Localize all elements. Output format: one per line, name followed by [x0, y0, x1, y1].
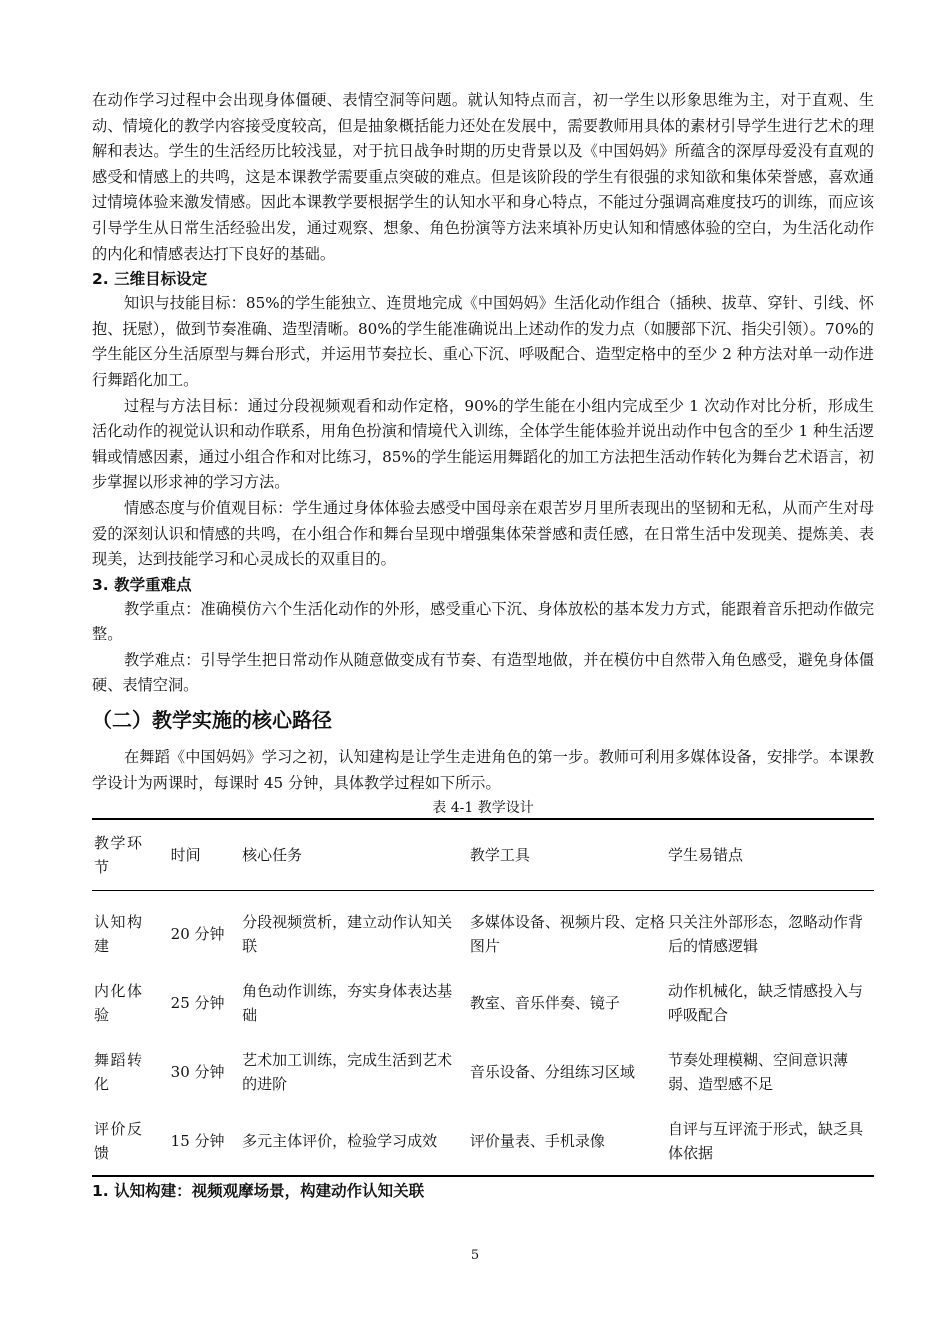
cell-time: 25 分钟 [170, 993, 225, 1012]
cell-time: 15 分钟 [170, 1131, 225, 1150]
cell-stage: 内化体验 [94, 981, 142, 1024]
cell-mistakes: 节奏处理模糊、空间意识薄弱、造型感不足 [667, 1050, 848, 1093]
part-heading: （二）教学实施的核心路径 [92, 708, 332, 733]
difficult-point-paragraph: 教学难点：引导学生把日常动作从随意做变成有节奏、有造型地做，并在模仿中自然带入角色感受，避免身体僵硬、表情空洞。 [92, 650, 874, 695]
cell-task: 艺术加工训练，完成生活到艺术的进阶 [242, 1050, 453, 1093]
table-row [92, 1106, 874, 1176]
teaching-design-table [92, 818, 874, 1177]
table-row [92, 968, 874, 1037]
cell-stage: 评价反馈 [94, 1119, 142, 1162]
key-point-paragraph: 教学重点：准确模仿六个生活化动作的外形，感受重心下沉、身体放松的基本发力方式，能跟着音乐把动作做完整。 [92, 599, 874, 644]
cell-stage: 认知构建 [94, 912, 142, 955]
section-heading-goals: 2. 三维目标设定 [92, 270, 208, 289]
header-stage: 教学环节 [94, 834, 142, 877]
cell-mistakes: 动作机械化，缺乏情感投入与呼吸配合 [667, 981, 863, 1024]
intro-paragraph: 在动作学习过程中会出现身体僵硬、表情空洞等问题。就认知特点而言，初一学生以形象思维为主，对于直观、生动、情境化的教学内容接受度较高，但是抽象概括能力还处在发展中，需要教师用具体的素材引导学生进行艺术的理解和表达。学生的生活经历比较浅显，对于抗日战争时期的历史背景以及《中国妈妈》所蕴含的深厚母爱没有直观的感受和情感上的共鸣，这是本课教学需要重点突破的难点。但是该阶段的学生有很强的求知欲和集体荣誉感，喜欢通过情境体验来激发情感。因此本课教学要根据学生的认知水平和身心特点，不能过分强调高难度技巧的训练，而应该引导学生从日常生活经验出发，通过观察、想象、角色扮演等方法来填补历史认知和情感体验的空白，为生活化动作的内化和情感表达打下良好的基础。 [92, 91, 874, 263]
header-task: 核心任务 [242, 846, 303, 865]
page-number: 5 [470, 1248, 480, 1263]
cell-mistakes: 只关注外部形态，忽略动作背后的情感逻辑 [667, 912, 863, 955]
cell-task: 多元主体评价，检验学习成效 [242, 1131, 438, 1150]
cell-time: 20 分钟 [170, 924, 225, 943]
cell-stage: 舞蹈转化 [94, 1050, 142, 1093]
subsection-heading: 1. 认知构建：视频观摩场景，构建动作认知关联 [92, 1182, 425, 1201]
document-page [92, 88, 874, 1203]
table-row [92, 891, 874, 969]
process-goal-paragraph: 过程与方法目标：通过分段视频观看和动作定格，90%的学生能在小组内完成至少 1 次动作对比分析，形成生活化动作的视觉认识和动作联系，用角色扮演和情境代入训练，全体学生能体验并说出动作中包含的至少 1 种生活逻辑或情感因素，通过小组合作和对比练习，85%的学生能运用舞蹈化的加工方法把生活动作转化为舞台艺术语言，初步掌握以形求神的学习方法。 [92, 396, 874, 492]
cell-tools: 多媒体设备、视频片段、定格图片 [469, 912, 665, 955]
cell-tools: 评价量表、手机录像 [469, 1131, 605, 1150]
cell-tools: 教室、音乐伴奏、镜子 [469, 993, 620, 1012]
header-mistakes: 学生易错点 [667, 846, 743, 865]
cell-tools: 音乐设备、分组练习区域 [469, 1062, 635, 1081]
table-row [92, 1037, 874, 1106]
cell-task: 分段视频赏析，建立动作认知关联 [242, 912, 453, 955]
table-caption: 表 4-1 教学设计 [432, 800, 534, 817]
cell-time: 30 分钟 [170, 1062, 225, 1081]
header-time: 时间 [170, 846, 201, 865]
cell-mistakes: 自评与互评流于形式，缺乏具体依据 [667, 1119, 863, 1162]
header-tools: 教学工具 [469, 846, 530, 865]
part-intro-paragraph: 在舞蹈《中国妈妈》学习之初，认知建构是让学生走进角色的第一步。教师可利用多媒体设备，安排学。本课教学设计为两课时，每课时 45 分钟，具体教学过程如下所示。 [92, 748, 874, 792]
emotion-goal-paragraph: 情感态度与价值观目标：学生通过身体体验去感受中国母亲在艰苦岁月里所表现出的坚韧和无私，从而产生对母爱的深刻认识和情感的共鸣，在小组合作和舞台呈现中增强集体荣誉感和责任感，在日常生活中发现美、提炼美、表现美，达到技能学习和心灵成长的双重目的。 [92, 498, 874, 569]
table-header-row [92, 819, 874, 891]
knowledge-goal-paragraph: 知识与技能目标：85%的学生能独立、连贯地完成《中国妈妈》生活化动作组合（插秧、拔草、穿针、引线、怀抱、抚慰），做到节奏准确、造型清晰。80%的学生能准确说出上述动作的发力点（如腰部下沉、指尖引领）。70%的学生能区分生活原型与舞台形式，并运用节奏拉长、重心下沉、呼吸配合、造型定格中的至少 2 种方法对单一动作进行舞蹈化加工。 [92, 294, 874, 389]
section-heading-key-points: 3. 教学重难点 [92, 575, 192, 594]
cell-task: 角色动作训练，夯实身体表达基础 [242, 981, 453, 1024]
